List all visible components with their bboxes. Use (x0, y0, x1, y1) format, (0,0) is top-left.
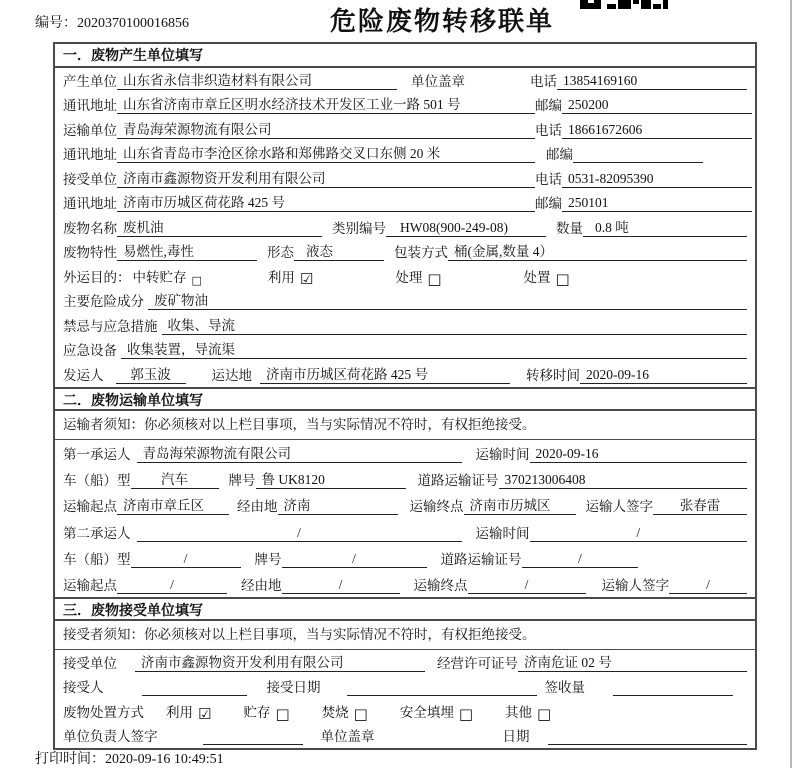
field-label-transport-date: 运输时间 (475, 446, 530, 462)
field-label-plate-number: 牌号 (254, 551, 282, 567)
section-transport (55, 387, 755, 598)
field-label-address: 通讯地址 (63, 147, 117, 162)
field-label-address: 通讯地址 (63, 196, 117, 211)
field-value-second-carrier: / (137, 525, 462, 542)
field-label-destination: 运达地 (211, 367, 252, 383)
section-producer-title: 一．废物产生单位填写 (55, 44, 755, 68)
field-label-transport-date: 运输时间 (475, 525, 530, 541)
field-label-receiver: 接受单位 (63, 171, 117, 187)
field-label-disposal-method: 废物处置方式 (63, 704, 144, 720)
checkbox-utilize-checked: ☑ (299, 269, 314, 288)
field-label-unit-seal: 单位盖章 (320, 729, 375, 745)
row-receiver (55, 166, 755, 191)
print-time (35, 748, 224, 768)
field-label-plate-number: 牌号 (228, 473, 256, 489)
field-value-emergency-equipment: 收集装置，导流渠 (121, 338, 747, 359)
field-label-postcode: 邮编 (546, 147, 573, 162)
option-label-incinerate: 焚烧 (321, 704, 349, 720)
field-value-phone: 13854169160 (557, 73, 747, 90)
field-value-via: 济南 (278, 494, 398, 515)
checkbox-dispose: □ (555, 269, 570, 288)
field-label-received-quantity: 签收量 (544, 680, 585, 696)
row-route-1 (55, 492, 755, 518)
field-value-transport-date: / (530, 525, 748, 542)
checkbox-transit-storage: □ (191, 273, 202, 287)
field-value-postcode: 250101 (562, 195, 752, 212)
receiver-notice: 接受者须知：你必须核对以上栏目事项，当与实际情况不符时，有权拒绝接受。 (55, 621, 755, 650)
field-value-license-number: 济南危证 02 号 (518, 651, 747, 672)
field-value-origin: / (117, 577, 227, 594)
field-value-postcode: 250200 (562, 97, 752, 114)
field-value-postcode (573, 162, 703, 163)
field-value-first-carrier: 青岛海荣源物流有限公司 (137, 442, 462, 463)
row-second-carrier (55, 518, 755, 544)
option-label-landfill: 安全填埋 (399, 704, 454, 720)
field-value-responsible-signature (203, 744, 303, 745)
field-value-address: 济南市历城区荷花路 425 号 (117, 191, 535, 212)
field-value-date (548, 744, 748, 745)
row-vehicle-1 (55, 466, 755, 492)
field-label-waste-name: 废物名称 (63, 220, 117, 236)
row-disposal-method (55, 699, 755, 724)
row-emergency-measures (55, 313, 755, 338)
field-label-date: 日期 (502, 729, 530, 745)
field-label-form: 形态 (267, 245, 294, 260)
field-label-category-code: 类别编号 (332, 220, 386, 236)
print-time-value: 2020-09-16 10:49:51 (105, 752, 224, 767)
field-value-receiver-person (142, 695, 247, 696)
field-label-road-permit: 道路运输证号 (440, 551, 522, 567)
field-value-destination: 济南市历城区荷花路 425 号 (260, 363, 510, 384)
field-label-carrier-signature: 运输人签字 (601, 578, 669, 594)
row-transfer-purpose (55, 264, 755, 289)
field-value-consignor: 郭玉波 (116, 363, 186, 384)
row-receiving-unit (55, 650, 755, 675)
field-label-first-carrier: 第一承运人 (63, 446, 131, 462)
serial-number (35, 12, 189, 32)
row-waste-name (55, 215, 755, 240)
row-responsible-signature (55, 724, 755, 749)
row-receiver-person (55, 675, 755, 700)
field-label-phone: 电话 (535, 122, 562, 138)
field-value-origin: 济南市章丘区 (117, 494, 229, 515)
row-hazard-component (55, 289, 755, 314)
field-label-carrier-signature: 运输人签字 (585, 499, 653, 515)
field-value-producer: 山东省永信非织造材料有限公司 (117, 69, 397, 90)
field-value-transporter: 青岛海荣源物流有限公司 (117, 118, 535, 139)
option-label-dispose: 处置 (523, 269, 551, 285)
row-producer (55, 68, 755, 93)
transporter-notice: 运输者须知：你必须核对以上栏目事项，当与实际情况不符时，有权拒绝接受。 (55, 411, 755, 440)
field-value-carrier-signature: 张春雷 (653, 494, 747, 515)
page-edge-line (790, 0, 792, 768)
field-label-responsible-signature: 单位负责人签字 (63, 729, 158, 745)
field-label-phone: 电话 (535, 171, 562, 187)
field-label-road-permit: 道路运输证号 (417, 473, 499, 489)
row-vehicle-2 (55, 545, 755, 571)
section-receiver-title: 三．废物接受单位填写 (55, 597, 755, 621)
field-value-hazard-component: 废矿物油 (148, 289, 747, 310)
option-label-other: 其他 (505, 704, 533, 720)
field-value-address: 山东省济南市章丘区明水经济技术开发区工业一路 501 号 (117, 93, 535, 114)
field-value-quantity: 0.8 吨 (583, 216, 747, 237)
field-value-road-permit: 370213006408 (499, 472, 748, 489)
row-route-2 (55, 571, 755, 597)
option-label-transit-storage: 中转贮存 (132, 269, 187, 285)
checkbox-treat: □ (427, 269, 442, 288)
row-receiver-address (55, 191, 755, 216)
field-value-packaging: 桶(金属,数量 4） (448, 240, 747, 261)
field-label-via: 经由地 (241, 578, 282, 594)
field-value-via: / (282, 577, 400, 594)
field-value-plate-number: 鲁 UK8120 (256, 468, 406, 489)
field-value-emergency-measures: 收集、导流 (162, 314, 748, 335)
field-label-postcode: 邮编 (535, 196, 562, 211)
field-label-receive-date: 接受日期 (266, 680, 321, 696)
field-label-license-number: 经营许可证号 (437, 655, 518, 671)
field-label-vehicle-type: 车（船）型 (63, 473, 131, 489)
print-time-label: 打印时间： (35, 752, 105, 767)
row-transporter (55, 117, 755, 142)
field-value-form: 液态 (294, 240, 384, 261)
field-label-hazard-component: 主要危险成分 (63, 294, 144, 309)
checkbox-utilize-checked: ☑ (198, 704, 212, 723)
checkbox-storage: □ (275, 704, 290, 723)
field-value-receiving-unit: 济南市鑫源物资开发利用有限公司 (135, 651, 425, 672)
option-label-treat: 处理 (395, 269, 423, 285)
section-transport-title: 二．废物运输单位填写 (55, 387, 755, 411)
row-producer-address (55, 93, 755, 118)
serial-value: 2020370100016856 (77, 16, 189, 31)
row-consignor (55, 362, 755, 387)
field-value-road-permit: / (522, 551, 639, 568)
qr-code-fragment (580, 0, 668, 9)
field-value-waste-property: 易燃性,毒性 (117, 240, 257, 261)
field-label-origin: 运输起点 (63, 499, 117, 515)
field-value-terminus: 济南市历城区 (464, 494, 576, 515)
section-producer (55, 44, 755, 387)
field-label-waste-property: 废物特性 (63, 245, 117, 260)
field-label-emergency-equipment: 应急设备 (63, 343, 117, 358)
serial-label: 编号： (35, 16, 77, 31)
field-value-receiver: 济南市鑫源物资开发利用有限公司 (117, 167, 535, 188)
checkbox-incinerate: □ (353, 704, 368, 723)
field-value-terminus: / (468, 577, 586, 594)
option-label-storage: 贮存 (243, 704, 271, 720)
field-value-phone: 18661672606 (562, 122, 752, 139)
field-value-vehicle-type: / (131, 551, 241, 568)
field-label-postcode: 邮编 (535, 98, 562, 113)
field-label-origin: 运输起点 (63, 578, 117, 594)
row-waste-property (55, 240, 755, 265)
field-value-received-quantity (613, 695, 733, 696)
row-emergency-equipment (55, 338, 755, 363)
field-value-plate-number: / (282, 551, 427, 568)
field-label-transfer-date: 转移时间 (526, 367, 580, 383)
field-label-terminus: 运输终点 (409, 499, 464, 515)
row-transporter-address (55, 142, 755, 167)
field-label-phone: 电话 (530, 73, 557, 89)
field-value-phone: 0531-82095390 (562, 171, 752, 188)
field-value-transfer-date: 2020-09-16 (580, 367, 747, 384)
field-label-consignor: 发运人 (63, 367, 104, 383)
field-value-transport-date: 2020-09-16 (530, 446, 748, 463)
field-label-producer: 产生单位 (63, 73, 117, 89)
field-label-address: 通讯地址 (63, 98, 117, 113)
option-label-utilize: 利用 (166, 704, 193, 720)
field-value-carrier-signature: / (669, 577, 747, 594)
field-label-unit-seal: 单位盖章 (411, 73, 465, 89)
field-value-address: 山东省青岛市李沧区徐水路和郑佛路交叉口东侧 20 米 (117, 142, 535, 163)
checkbox-other: □ (537, 704, 552, 723)
field-label-quantity: 数量 (556, 220, 583, 236)
field-label-packaging: 包装方式 (394, 245, 448, 260)
field-label-via: 经由地 (237, 499, 278, 515)
option-label-utilize: 利用 (267, 269, 295, 285)
field-value-vehicle-type: 汽车 (131, 468, 219, 489)
field-label-transporter: 运输单位 (63, 122, 117, 138)
field-label-receiver-person: 接受人 (63, 680, 104, 696)
field-value-receive-date (347, 695, 537, 696)
section-receiver (55, 597, 755, 748)
field-label-emergency-measures: 禁忌与应急措施 (63, 318, 158, 334)
transfer-form-table (53, 42, 757, 750)
field-value-waste-name: 废机油 (117, 216, 322, 237)
field-value-category-code: HW08(900-249-08) (386, 220, 546, 237)
field-label-second-carrier: 第二承运人 (63, 525, 131, 541)
checkbox-landfill: □ (458, 704, 474, 723)
field-label-receiving-unit: 接受单位 (63, 655, 117, 671)
row-first-carrier (55, 440, 755, 466)
field-label-vehicle-type: 车（船）型 (63, 551, 131, 567)
field-label-transfer-purpose: 外运目的： (63, 269, 131, 285)
page-title: 危险废物转移联单 (330, 6, 555, 36)
field-label-terminus: 运输终点 (413, 578, 468, 594)
